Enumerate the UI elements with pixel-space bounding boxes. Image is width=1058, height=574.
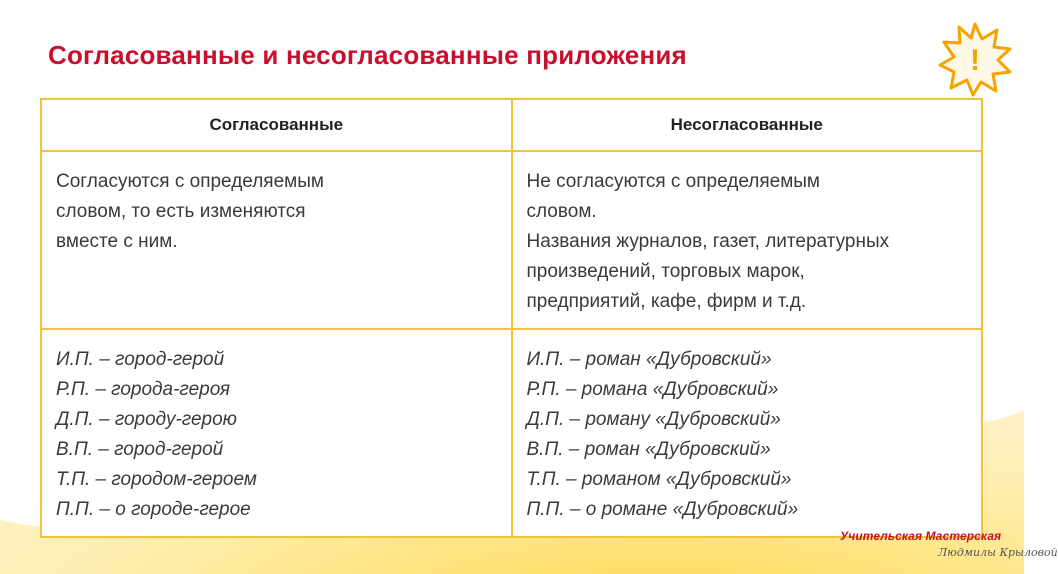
case-line: Т.П. – романом «Дубровский» — [526, 469, 792, 490]
logo-main-text: Учительская Мастерская — [840, 529, 1002, 543]
definition-agreed-cell — [41, 151, 512, 329]
badge-symbol: ! — [970, 44, 980, 77]
definition-row — [41, 151, 982, 329]
table-header-row — [41, 99, 982, 151]
case-line: Т.П. – городом-героем — [56, 469, 257, 490]
definition-agreed-line: словом, то есть изменяются — [56, 201, 306, 222]
definition-agreed-line: вместе с ним. — [56, 231, 178, 252]
definition-nonagreed-line: предприятий, кафе, фирм и т.д. — [526, 291, 807, 312]
definition-nonagreed-line: словом. — [526, 201, 597, 222]
case-line: Д.П. – роману «Дубровский» — [526, 409, 781, 430]
warning-starburst-icon — [938, 22, 1012, 96]
definition-nonagreed-cell — [512, 151, 983, 329]
case-line: В.П. – город-герой — [56, 439, 224, 460]
definition-nonagreed-line: Названия журналов, газет, литературных — [526, 231, 890, 252]
appositions-table — [40, 98, 983, 538]
header-nonagreed: Несогласованные — [512, 99, 983, 151]
definition-agreed-line: Согласуются с определяемым — [56, 171, 324, 192]
page-title: Согласованные и несогласованные приложения — [48, 40, 687, 70]
case-line: И.П. – роман «Дубровский» — [526, 349, 772, 370]
definition-nonagreed-line: Не согласуются с определяемым — [526, 171, 820, 192]
case-line: П.П. – о городе-герое — [56, 499, 251, 520]
case-line: П.П. – о романе «Дубровский» — [526, 499, 799, 520]
definition-nonagreed-line: произведений, торговых марок, — [526, 261, 805, 282]
case-line: Д.П. – городу-герою — [56, 409, 237, 430]
case-line: В.П. – роман «Дубровский» — [526, 439, 771, 460]
declension-agreed-cell — [41, 329, 512, 537]
publisher-logo — [840, 529, 1058, 559]
header-agreed: Согласованные — [41, 99, 512, 151]
case-line: И.П. – город-герой — [56, 349, 225, 370]
declension-row — [41, 329, 982, 537]
case-line: Р.П. – города-героя — [56, 379, 231, 400]
declension-nonagreed-cell — [512, 329, 983, 537]
logo-sub-text: Людмилы Крыловой — [938, 546, 1058, 559]
case-line: Р.П. – романа «Дубровский» — [526, 379, 779, 400]
